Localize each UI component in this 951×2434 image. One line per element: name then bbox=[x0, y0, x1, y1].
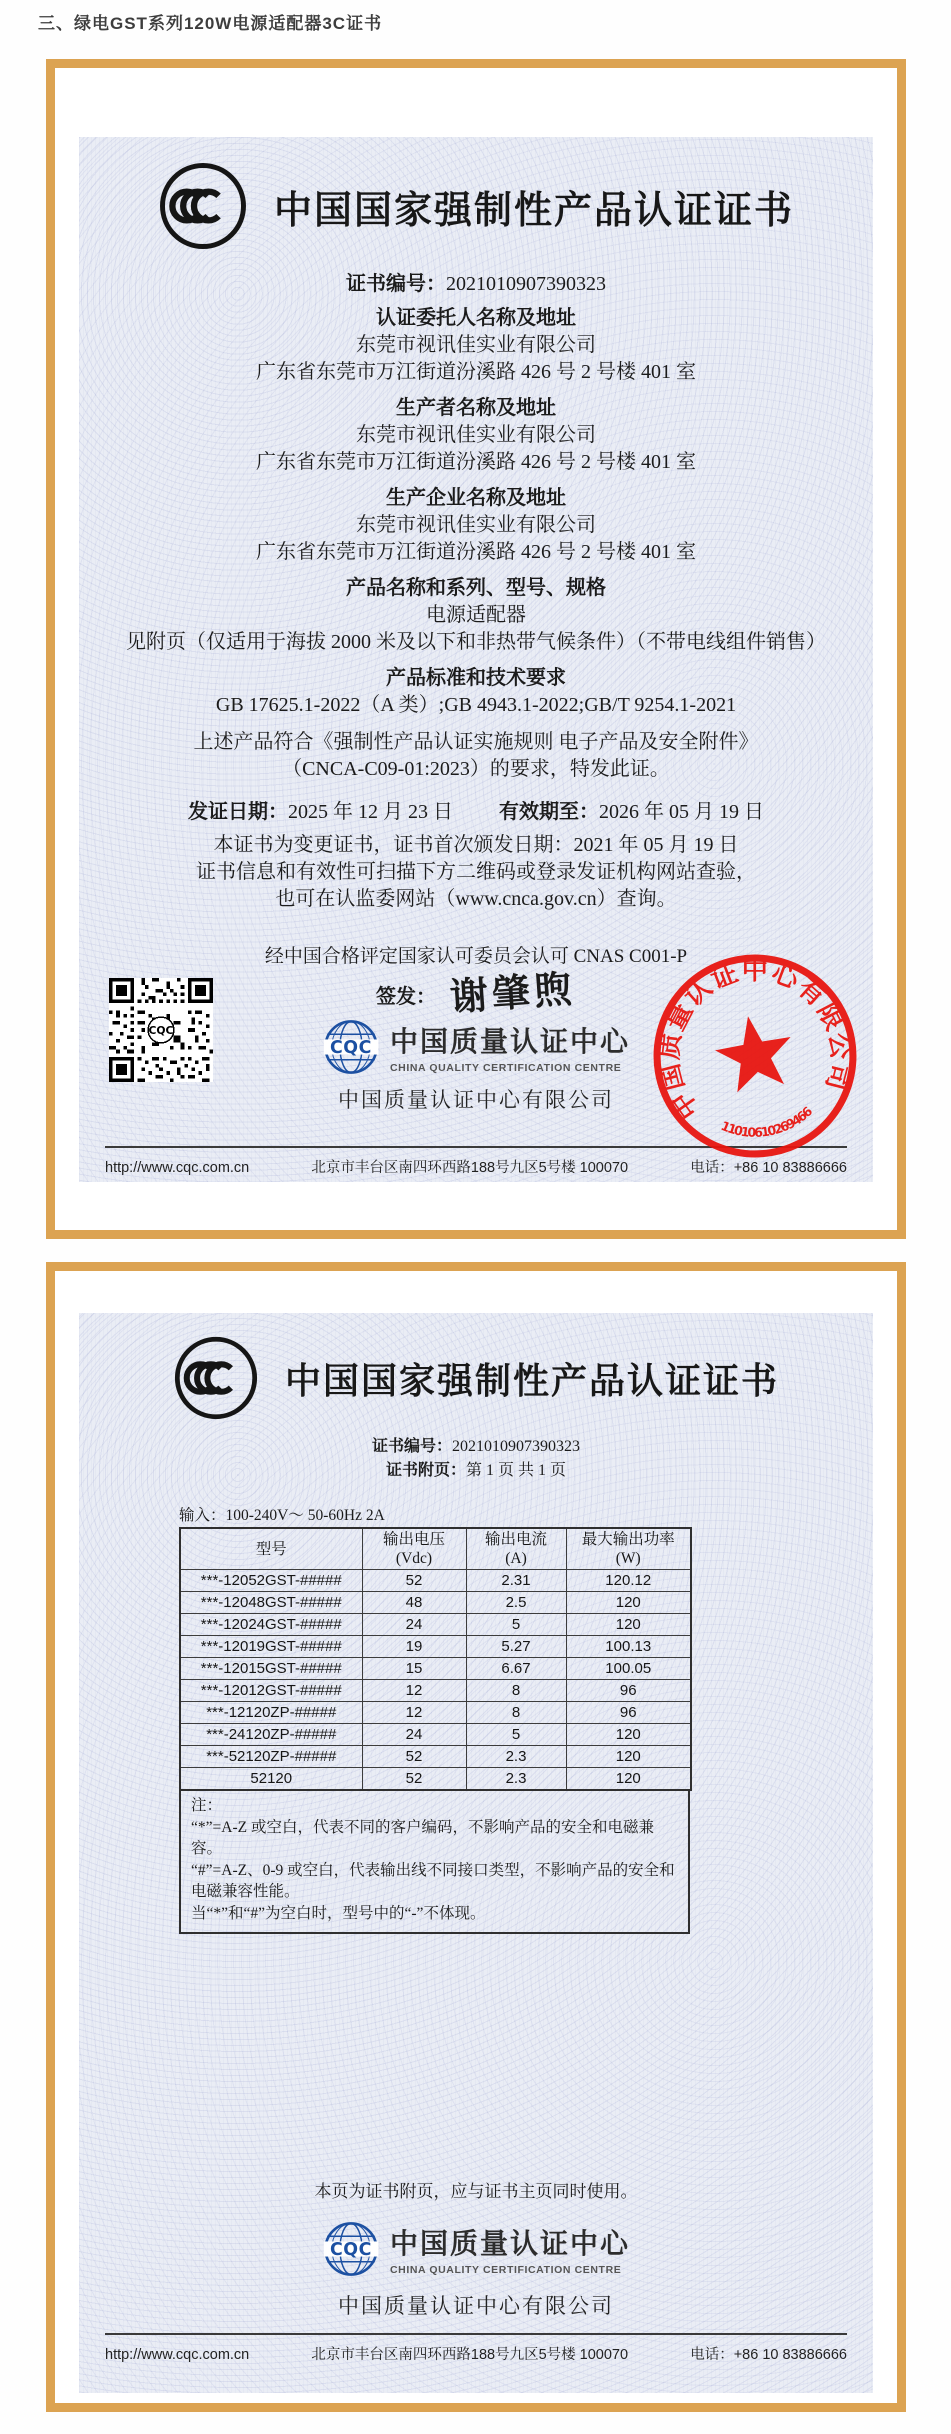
table-cell: 96 bbox=[566, 1702, 691, 1724]
certificate-attachment-page bbox=[46, 1262, 906, 2412]
table-cell: 2.3 bbox=[466, 1746, 566, 1768]
attachment-page-label: 证书附页： bbox=[385, 1462, 466, 1479]
table-cell: 48 bbox=[362, 1592, 466, 1614]
valid-until bbox=[499, 795, 764, 824]
table-cell: ***-12052GST-##### bbox=[180, 1570, 362, 1592]
table-cell: 2.31 bbox=[466, 1570, 566, 1592]
note-line: 注： bbox=[191, 1797, 223, 1814]
section-line: 见附页（仅适用于海拔 2000 米及以下和非热带气候条件）（不带电线组件销售） bbox=[126, 631, 826, 653]
table-row bbox=[180, 1724, 691, 1746]
input-spec-line: 输入：100-240V～ 50-60Hz 2A bbox=[179, 1507, 385, 1524]
section-line: 东莞市视讯佳实业有限公司 bbox=[356, 334, 596, 356]
cqc-name-en: CHINA QUALITY CERTIFICATION CENTRE bbox=[389, 2264, 622, 2276]
issuer-signature: 谢肇煦 bbox=[448, 968, 578, 1020]
footer-address: 北京市丰台区南四环西路188号九区5号楼 100070 bbox=[311, 1160, 629, 1176]
section-product bbox=[79, 575, 873, 656]
certificate-main-page bbox=[46, 59, 906, 1239]
cqc-names bbox=[390, 1020, 630, 1074]
footer-address: 北京市丰台区南四环西路188号九区5号楼 100070 bbox=[311, 2347, 629, 2363]
ccc-mark-icon bbox=[173, 1335, 259, 1421]
section-heading: 产品标准和技术要求 bbox=[386, 667, 566, 689]
table-cell: ***-12048GST-##### bbox=[180, 1592, 362, 1614]
attachment-page-line bbox=[79, 1459, 873, 1483]
table-row bbox=[180, 1702, 691, 1724]
section-line: 电源适配器 bbox=[426, 604, 526, 626]
compliance-statement bbox=[79, 729, 873, 783]
section-heading: 生产者名称及地址 bbox=[396, 397, 556, 419]
certificate-number-line bbox=[79, 1435, 873, 1459]
svg-text:CQC: CQC bbox=[329, 1037, 373, 1058]
col-header-voltage: 输出电压 (Vdc) bbox=[362, 1528, 466, 1570]
table-cell: 120.12 bbox=[566, 1570, 691, 1592]
table-cell: 120 bbox=[566, 1724, 691, 1746]
issue-date-value: 2025 年 12 月 23 日 bbox=[288, 801, 453, 823]
spec-table bbox=[179, 1527, 692, 1791]
verify-line: 证书信息和有效性可扫描下方二维码或登录发证机构网站查验， bbox=[196, 861, 756, 883]
table-cell: 52120 bbox=[180, 1768, 362, 1791]
table-cell: 5 bbox=[466, 1614, 566, 1636]
cqc-name-en: CHINA QUALITY CERTIFICATION CENTRE bbox=[389, 1062, 622, 1074]
table-cell: ***-12024GST-##### bbox=[180, 1614, 362, 1636]
official-seal bbox=[632, 933, 873, 1179]
table-cell: ***-12019GST-##### bbox=[180, 1636, 362, 1658]
footer-phone: 电话：+86 10 83886666 bbox=[690, 1160, 847, 1176]
note-line: “#”=A-Z、0-9 或空白，代表输出线不同接口类型，不影响产品的安全和电磁兼容性能。 bbox=[191, 1861, 675, 1900]
note-line: “*”=A-Z 或空白，代表不同的客户编码，不影响产品的安全和电磁兼容。 bbox=[191, 1818, 654, 1857]
table-cell: 8 bbox=[466, 1702, 566, 1724]
seal-ring-text: 中国质量认证中心有限公司 bbox=[653, 955, 857, 1125]
table-row bbox=[180, 1636, 691, 1658]
table-row bbox=[180, 1746, 691, 1768]
table-cell: 12 bbox=[362, 1680, 466, 1702]
col-header-current: 输出电流 (A) bbox=[466, 1528, 566, 1570]
table-cell: 120 bbox=[566, 1768, 691, 1791]
table-cell: 120 bbox=[566, 1614, 691, 1636]
attachment-usage-note: 本页为证书附页，应与证书主页同时使用。 bbox=[314, 2182, 638, 2201]
table-cell: 120 bbox=[566, 1746, 691, 1768]
certificate-number-value: 2021010907390323 bbox=[446, 273, 606, 295]
col-header-power: 最大输出功率 (W) bbox=[566, 1528, 691, 1570]
table-cell: 2.3 bbox=[466, 1768, 566, 1791]
cqc-names bbox=[390, 2222, 630, 2276]
sign-label: 签发： bbox=[375, 985, 436, 1008]
change-note: 本证书为变更证书，证书首次颁发日期：2021 年 05 月 19 日 bbox=[213, 834, 739, 856]
table-cell: 12 bbox=[362, 1702, 466, 1724]
section-heading: 生产企业名称及地址 bbox=[386, 487, 566, 509]
note-line: 当“*”和“#”为空白时，型号中的“-”不体现。 bbox=[191, 1904, 486, 1922]
cnas-accreditation-line: 经中国合格评定国家认可委员会认可 CNAS C001-P bbox=[264, 946, 688, 967]
table-header-row bbox=[180, 1528, 691, 1570]
seal-star-icon bbox=[710, 1010, 798, 1095]
certificate-number-value: 2021010907390323 bbox=[452, 1438, 580, 1455]
section-line: 广东省东莞市万江街道汾溪路 426 号 2 号楼 401 室 bbox=[256, 541, 696, 563]
certificate-footer bbox=[105, 2333, 847, 2364]
cqc-globe-icon bbox=[322, 2220, 380, 2278]
table-cell: 19 bbox=[362, 1636, 466, 1658]
verify-line: 也可在认监委网站（www.cnca.gov.cn）查询。 bbox=[275, 888, 677, 910]
table-cell: 8 bbox=[466, 1680, 566, 1702]
table-cell: 5.27 bbox=[466, 1636, 566, 1658]
certificate-title: 中国国家强制性产品认证证书 bbox=[273, 189, 794, 232]
statement-line: 上述产品符合《强制性产品认证实施规则 电子产品及安全附件》 bbox=[193, 731, 759, 753]
issue-date-label: 发证日期： bbox=[188, 801, 288, 823]
certificate-number-label: 证书编号： bbox=[346, 273, 446, 295]
table-row bbox=[180, 1768, 691, 1791]
seal-number: 11010610269466 bbox=[718, 1103, 816, 1140]
footer-phone: 电话：+86 10 83886666 bbox=[690, 2347, 847, 2363]
certificate-header bbox=[79, 161, 873, 251]
svg-text:CQC: CQC bbox=[329, 2239, 373, 2260]
table-cell: ***-12120ZP-##### bbox=[180, 1702, 362, 1724]
verify-note bbox=[79, 859, 873, 913]
company-name: 中国质量认证中心有限公司 bbox=[338, 1089, 614, 1112]
dates-row bbox=[79, 795, 873, 824]
certificate-number-label: 证书编号： bbox=[371, 1438, 452, 1455]
issue-date bbox=[188, 795, 453, 824]
table-row bbox=[180, 1570, 691, 1592]
valid-until-value: 2026 年 05 月 19 日 bbox=[599, 801, 764, 823]
table-row bbox=[180, 1680, 691, 1702]
section-line: 东莞市视讯佳实业有限公司 bbox=[356, 514, 596, 536]
table-cell: 120 bbox=[566, 1592, 691, 1614]
section-factory bbox=[79, 485, 873, 566]
table-cell: 2.5 bbox=[466, 1592, 566, 1614]
section-heading: 认证委托人名称及地址 bbox=[376, 307, 576, 329]
section-line: 广东省东莞市万江街道汾溪路 426 号 2 号楼 401 室 bbox=[256, 451, 696, 473]
ccc-mark-icon bbox=[158, 161, 248, 251]
valid-until-label: 有效期至： bbox=[499, 801, 599, 823]
table-cell: ***-12015GST-##### bbox=[180, 1658, 362, 1680]
table-cell: 6.67 bbox=[466, 1658, 566, 1680]
cqc-name-cn: 中国质量认证中心 bbox=[389, 2228, 630, 2259]
certificate-paper bbox=[79, 137, 873, 1182]
section-standards bbox=[79, 665, 873, 719]
qr-code bbox=[109, 978, 213, 1082]
section-heading: 产品名称和系列、型号、规格 bbox=[346, 577, 606, 599]
cqc-name-cn: 中国质量认证中心 bbox=[389, 1026, 630, 1057]
certificate-header bbox=[79, 1335, 873, 1421]
table-cell: 100.05 bbox=[566, 1658, 691, 1680]
table-cell: 5 bbox=[466, 1724, 566, 1746]
section-line: GB 17625.1-2022（A 类）;GB 4943.1-2022;GB/T 9254.1-2021 bbox=[215, 694, 737, 716]
table-row bbox=[180, 1592, 691, 1614]
attachment-page-value: 第 1 页 共 1 页 bbox=[466, 1462, 567, 1479]
svg-text:CQC: CQC bbox=[148, 1023, 174, 1037]
table-cell: 100.13 bbox=[566, 1636, 691, 1658]
section-producer bbox=[79, 395, 873, 476]
table-cell: 24 bbox=[362, 1724, 466, 1746]
page-title: 三、绿电GST系列120W电源适配器3C证书 bbox=[38, 14, 383, 33]
col-header-model: 型号 bbox=[180, 1528, 362, 1570]
cqc-globe-icon bbox=[322, 1018, 380, 1076]
table-row bbox=[180, 1658, 691, 1680]
table-cell: 15 bbox=[362, 1658, 466, 1680]
table-cell: ***-24120ZP-##### bbox=[180, 1724, 362, 1746]
table-cell: 52 bbox=[362, 1570, 466, 1592]
spec-table-body bbox=[180, 1570, 691, 1791]
section-line: 东莞市视讯佳实业有限公司 bbox=[356, 424, 596, 446]
company-name: 中国质量认证中心有限公司 bbox=[338, 2295, 614, 2318]
statement-line: （CNCA-C09-01:2023）的要求，特发此证。 bbox=[282, 758, 670, 780]
section-applicant bbox=[79, 305, 873, 386]
table-cell: ***-12012GST-##### bbox=[180, 1680, 362, 1702]
table-row bbox=[180, 1614, 691, 1636]
section-line: 广东省东莞市万江街道汾溪路 426 号 2 号楼 401 室 bbox=[256, 361, 696, 383]
cqc-logo-row bbox=[79, 2220, 873, 2278]
certificate-paper bbox=[79, 1313, 873, 2393]
certificate-number-line bbox=[79, 267, 873, 296]
footer-url: http://www.cqc.com.cn bbox=[105, 2347, 250, 2363]
table-cell: 96 bbox=[566, 1680, 691, 1702]
table-cell: 24 bbox=[362, 1614, 466, 1636]
footer-url: http://www.cqc.com.cn bbox=[105, 1160, 250, 1176]
table-cell: 52 bbox=[362, 1768, 466, 1791]
certificate-title: 中国国家强制性产品认证证书 bbox=[284, 1359, 779, 1401]
table-cell: 52 bbox=[362, 1746, 466, 1768]
notes-box bbox=[179, 1789, 690, 1934]
table-cell: ***-52120ZP-##### bbox=[180, 1746, 362, 1768]
